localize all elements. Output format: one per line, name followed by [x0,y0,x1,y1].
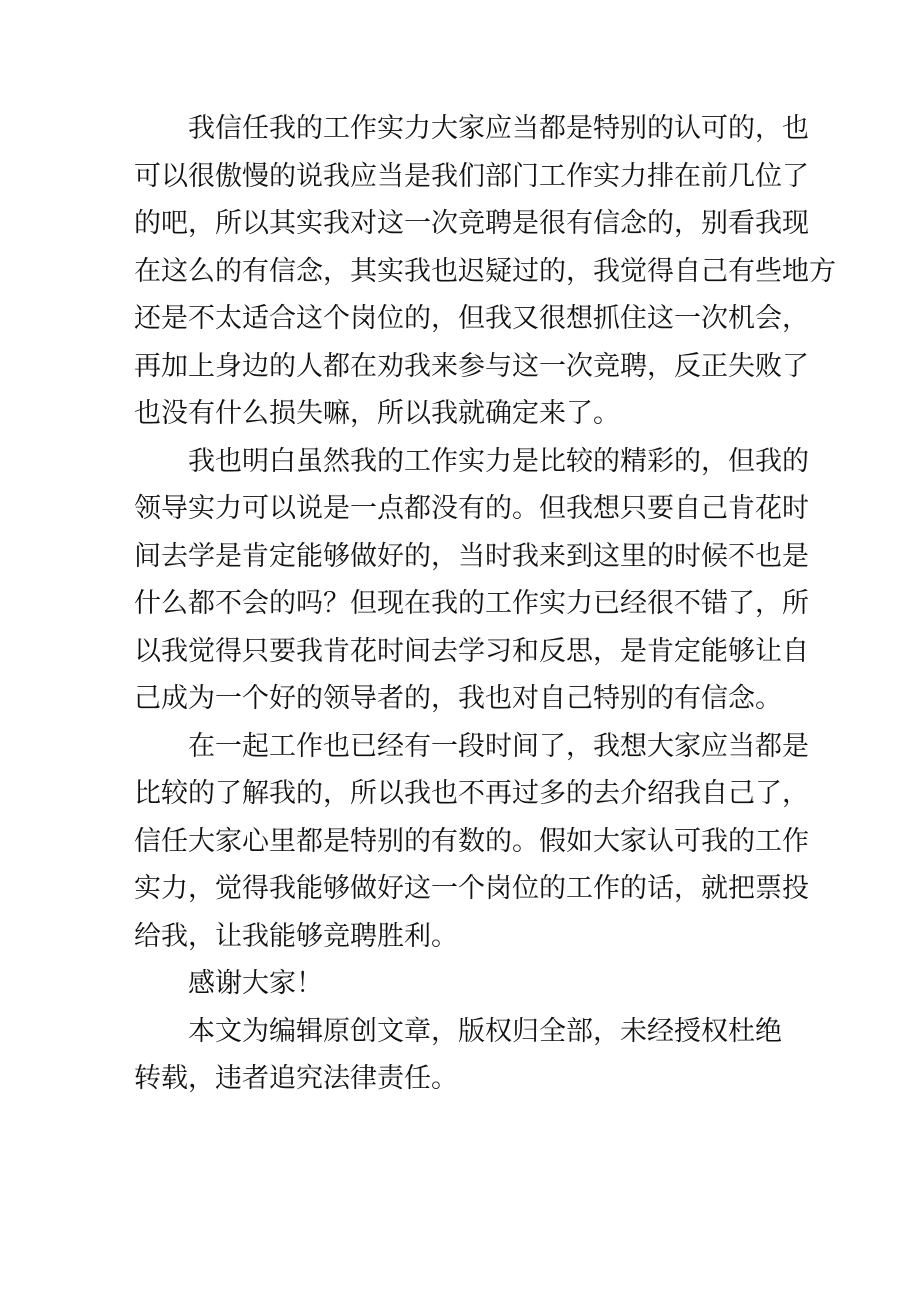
text-line: 信任大家心里都是特别的有数的。假如大家认可我的工作 [134,825,809,857]
text-line: 在一起工作也已经有一段时间了，我想大家应当都是 [188,730,809,762]
text-line: 领导实力可以说是一点都没有的。但我想只要自己肯花时 [134,493,809,524]
document-body [134,105,836,1103]
paragraph-1 [134,105,836,438]
text-line: 还是不太适合这个岗位的，但我又很想抓住这一次机会， [134,303,809,334]
paragraph-copyright-notice [134,1008,794,1103]
text-line: 也没有什么损失嘛，所以我就确定来了。 [134,398,620,429]
text-line: 己成为一个好的领导者的，我也对自己特别的有信念。 [134,683,782,714]
text-line: 转载，违者追究法律责任。 [134,1063,458,1094]
text-line: 在这么的有信念，其实我也迟疑过的，我觉得自己有些地方 [134,255,836,287]
text-line: 间去学是肯定能够做好的，当时我来到这里的时候不也是 [134,540,809,572]
text-line: 我也明白虽然我的工作实力是比较的精彩的，但我的 [188,445,809,477]
text-line: 给我，让我能够竞聘胜利。 [134,920,458,952]
text-line: 可以很傲慢的说我应当是我们部门工作实力排在前几位了 [134,160,809,192]
text-line: 再加上身边的人都在劝我来参与这一次竞聘，反正失败了 [134,350,809,382]
text-line: 什么都不会的吗？但现在我的工作实力已经很不错了，所 [134,588,809,619]
paragraph-3 [134,723,809,961]
text-line: 感谢大家！ [188,968,323,999]
text-line: 比较的了解我的，所以我也不再过多的去介绍我自己了， [134,778,809,809]
text-line: 以我觉得只要我肯花时间去学习和反思，是肯定能够让自 [134,635,809,667]
paragraph-thanks [134,960,794,1008]
text-line: 实力，觉得我能够做好这一个岗位的工作的话，就把票投 [134,873,809,904]
text-line: 的吧，所以其实我对这一次竞聘是很有信念的，别看我现 [134,208,809,239]
text-line: 本文为编辑原创文章，版权归全部，未经授权杜绝 [188,1015,782,1047]
text-line: 我信任我的工作实力大家应当都是特别的认可的，也 [188,113,809,144]
paragraph-2 [134,438,809,723]
